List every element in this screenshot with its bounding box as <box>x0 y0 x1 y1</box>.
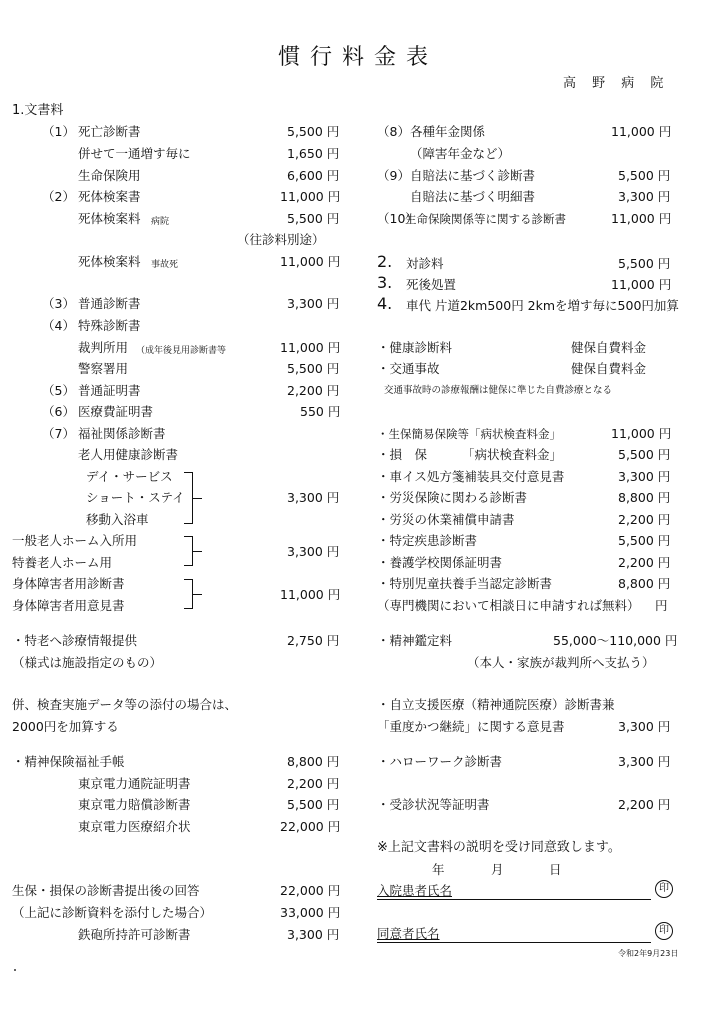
note-line: 併、検査実施データ等の添付の場合は、 <box>12 697 238 712</box>
fee-item-name: ・特老へ診療情報提供 <box>12 633 138 648</box>
fee-item-name: 死亡診断書 <box>78 124 141 139</box>
fee-item-name: ・特定疾患診断書 <box>377 533 478 548</box>
fee-item-subnote: （成年後見用診断書等 <box>136 346 227 356</box>
group-brace <box>184 579 193 609</box>
fee-item-name: ・養護学校関係証明書 <box>377 555 503 570</box>
fee-item-name: 特養老人ホーム用 <box>12 555 113 570</box>
fee-item-price: 3,300 円 <box>287 544 340 559</box>
fee-item-price: 5,500 円 <box>618 256 671 271</box>
fee-item-price: 3,300 円 <box>287 927 340 942</box>
item-number: （7） <box>42 426 75 441</box>
fee-item-price: 8,800 円 <box>618 490 671 505</box>
fee-item-name: ・受診状況等証明書 <box>377 797 490 812</box>
fee-item-price: 11,000 円 <box>611 211 672 226</box>
fee-item-name: 生命保険用 <box>78 168 141 183</box>
fee-item-price: 3,300 円 <box>618 719 671 734</box>
fee-item-price: 550 円 <box>300 404 341 419</box>
fee-item-name: 東京電力医療紹介状 <box>78 819 191 834</box>
fee-item-price: 11,000 円 <box>280 340 341 355</box>
fee-item-name: 裁判所用 <box>78 340 129 355</box>
patient-name-label: 入院患者氏名 <box>377 883 453 898</box>
fee-item-name: 老人用健康診断書 <box>78 447 179 462</box>
fee-item-price: 22,000 円 <box>280 883 341 898</box>
fee-item-name: 対診料 <box>406 256 444 271</box>
fee-item-name: デイ・サービス <box>86 469 173 484</box>
fee-item-price: 55,000～110,000 円 <box>553 633 678 648</box>
fee-item-price: 5,500 円 <box>287 124 340 139</box>
fee-item-price: 2,750 円 <box>287 633 340 648</box>
fee-item-price: 2,200 円 <box>618 555 671 570</box>
item-number: （2） <box>42 189 75 204</box>
item-number: （1） <box>42 124 75 139</box>
fee-item-price: 5,500 円 <box>618 447 671 462</box>
fee-item-price: 3,300 円 <box>618 754 671 769</box>
fee-item-name: 身体障害者用意見書 <box>12 598 125 613</box>
fee-item-name: ・精神保険福祉手帳 <box>12 754 125 769</box>
fee-item-price: 2,200 円 <box>287 383 340 398</box>
seal-mark: 印 <box>655 922 673 940</box>
fee-item-price: 11,000 円 <box>611 124 672 139</box>
fee-item-name: 併せて一通増す毎に <box>78 146 191 161</box>
note-line: 2000円を加算する <box>12 719 119 734</box>
fee-item-note: 交通事故時の診療報酬は健保に準じた自費診療となる <box>384 385 613 396</box>
fee-item-price: 22,000 円 <box>280 819 341 834</box>
fee-item-price: 円 <box>655 598 668 613</box>
fee-item-name: 生保・損保の診断書提出後の回答 <box>12 883 200 898</box>
fee-item-note: （往診料別途） <box>237 232 325 247</box>
fee-item-name: 死体検案料 <box>78 211 141 226</box>
fee-item-price: 11,000 円 <box>280 587 341 602</box>
fee-item-note: （障害年金など） <box>410 146 511 161</box>
fee-item-price: 3,300 円 <box>618 189 671 204</box>
page-title: 慣行料金表 <box>278 45 439 70</box>
fee-item-name: 警察署用 <box>78 361 129 376</box>
consenter-name-label: 同意者氏名 <box>377 926 440 941</box>
fee-item-name: ・健康診断料 <box>377 340 453 355</box>
fee-item-name: 東京電力賠償診断書 <box>78 797 191 812</box>
fee-item-price: 1,650 円 <box>287 146 340 161</box>
fee-item-name: ・生保簡易保険等「病状検査料金」 <box>377 427 561 441</box>
fee-item-price: 11,000 円 <box>611 426 672 441</box>
fee-item-price: 5,500 円 <box>618 168 671 183</box>
fee-item-price: 2,200 円 <box>618 512 671 527</box>
date-month-label: 月 <box>491 862 504 877</box>
fee-item-name: ・精神鑑定料 <box>377 633 453 648</box>
fee-item-name: 生命保険関係等に関する診断書 <box>405 212 566 226</box>
fee-item-price: 33,000 円 <box>280 905 341 920</box>
fee-item-name: 車代 片道2km500円 2kmを増す毎に500円加算 <box>406 298 679 313</box>
fee-item-price: 11,000 円 <box>280 189 341 204</box>
fee-item-name: 普通証明書 <box>78 383 141 398</box>
revision-date: 令和2年9月23日 <box>618 949 679 958</box>
fee-item-name: 死体検案書 <box>78 189 141 204</box>
item-number: （10） <box>377 211 418 226</box>
date-year-label: 年 <box>432 862 445 877</box>
fee-item-price: 2,200 円 <box>287 776 340 791</box>
fee-item-name: 自賠法に基づく明細書 <box>410 189 536 204</box>
fee-item-note: （様式は施設指定のもの） <box>12 655 163 670</box>
group-brace <box>184 472 193 524</box>
item-number: （5） <box>42 383 75 398</box>
fee-item-name: ・労災の休業補償申請書 <box>377 512 515 527</box>
item-number: （4） <box>42 318 75 333</box>
fee-item-name: 死体検案料 <box>78 254 141 269</box>
fee-item-name: 東京電力通院証明書 <box>78 776 191 791</box>
fee-item-name: 身体障害者用診断書 <box>12 576 125 591</box>
fee-item-name: ・交通事故 <box>377 361 440 376</box>
fee-item-name: ・特別児童扶養手当認定診断書 <box>377 576 553 591</box>
fee-item-name: 特殊診断書 <box>78 318 141 333</box>
fee-item-price: 8,800 円 <box>287 754 340 769</box>
fee-item-price: 3,300 円 <box>618 469 671 484</box>
item-number: （9） <box>377 168 410 183</box>
fee-item-note: （本人・家族が裁判所へ支払う） <box>467 655 655 670</box>
fee-item-name: 「病状検査料金」 <box>462 447 563 462</box>
fee-item-name: 移動入浴車 <box>86 512 149 527</box>
fee-item-name: 死後処置 <box>406 277 457 292</box>
fee-item-price: 3,300 円 <box>287 296 340 311</box>
fee-item-price: 2,200 円 <box>618 797 671 812</box>
item-number: （6） <box>42 404 75 419</box>
item-number: （3） <box>42 296 75 311</box>
seal-mark: 印 <box>655 880 673 898</box>
fee-item-price: 5,500 円 <box>287 361 340 376</box>
fee-item-price: 5,500 円 <box>287 211 340 226</box>
fee-item-name: ・車イス処方箋補装具交付意見書 <box>377 469 565 484</box>
fee-item-note: （上記に診断資料を添付した場合） <box>12 905 213 920</box>
section-number: 2. <box>377 252 393 271</box>
group-brace <box>184 536 193 566</box>
fee-item-price: 5,500 円 <box>287 797 340 812</box>
patient-signature-line[interactable] <box>377 899 651 900</box>
fee-item-name: 自賠法に基づく診断書 <box>410 168 536 183</box>
fee-item-price: 11,000 円 <box>280 254 341 269</box>
consenter-signature-line[interactable] <box>377 942 651 943</box>
section-heading-documents: 1.文書料 <box>12 103 64 118</box>
fee-item-name: 鉄砲所持許可診断書 <box>78 927 191 942</box>
section-number: 4. <box>377 294 393 313</box>
fee-item-subnote: 病院 <box>151 217 170 227</box>
fee-item-name: 普通診断書 <box>78 296 141 311</box>
fee-item-note: （専門機関において相談日に申請すれば無料） <box>377 598 640 613</box>
fee-item-price: 6,600 円 <box>287 168 340 183</box>
item-number: （8） <box>377 124 410 139</box>
fee-item-price: 5,500 円 <box>618 533 671 548</box>
fee-item-name: ・労災保険に関わる診断書 <box>377 490 528 505</box>
fee-item-name: 「重度かつ継続」に関する意見書 <box>377 719 565 734</box>
fee-item-name: 各種年金関係 <box>410 124 486 139</box>
fee-item-name: ショート・ステイ <box>86 490 185 505</box>
fee-item-name: 一般老人ホーム入所用 <box>12 533 138 548</box>
fee-item-price: 3,300 円 <box>287 490 340 505</box>
fee-item-name: 福祉関係診断書 <box>78 426 166 441</box>
section-number: 3. <box>377 273 393 292</box>
fee-item-price: 8,800 円 <box>618 576 671 591</box>
fee-item-subnote: 事故死 <box>151 260 179 270</box>
fee-item-price: 健保自費料金 <box>571 340 647 355</box>
date-day-label: 日 <box>549 862 562 877</box>
fee-item-name: ・損 保 <box>377 447 428 462</box>
fee-item-name: 医療費証明書 <box>78 404 154 419</box>
fee-item-name: ・ハローワーク診断書 <box>377 754 503 769</box>
fee-item-price: 健保自費料金 <box>571 361 647 376</box>
consent-statement: ※上記文書料の説明を受け同意致します。 <box>377 840 621 855</box>
fee-item-name: ・自立支援医療（精神通院医療）診断書兼 <box>377 697 615 712</box>
fee-item-price: 11,000 円 <box>611 277 672 292</box>
scan-speck <box>14 969 16 971</box>
hospital-name: 高 野 病 院 <box>563 76 670 91</box>
